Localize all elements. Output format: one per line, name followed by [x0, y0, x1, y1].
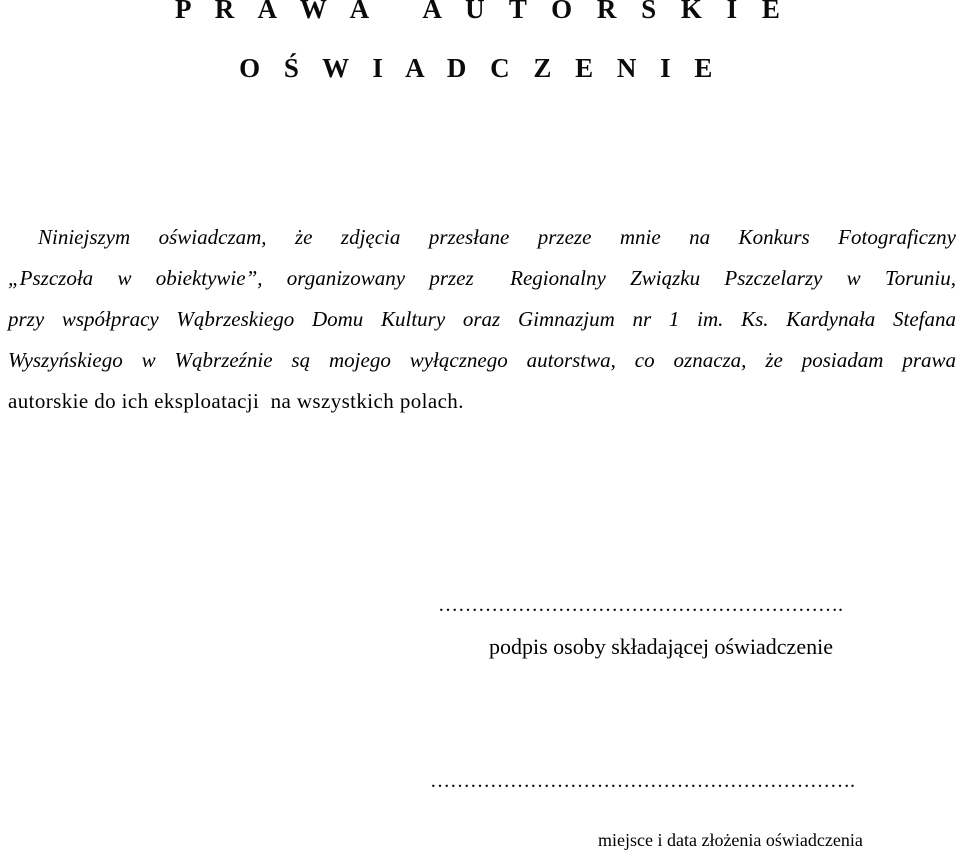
statement-paragraph	[8, 217, 956, 422]
statement-line-4: Wyszyńskiego w Wąbrzeźnie są mojego wyłącznego autorstwa, co oznacza, że posiadam prawa	[8, 348, 956, 372]
place-date-dotted-line: ……………………………………………………….	[430, 770, 855, 792]
place-date-label: miejsce i data złożenia oświadczenia	[598, 830, 863, 850]
statement-line-5: autorskie do ich eksploatacji na wszystkich polach.	[8, 389, 464, 413]
statement-line-1: Niniejszym oświadczam, że zdjęcia przesłane przeze mnie na Konkurs Fotograficzny	[38, 225, 956, 249]
title-declaration: O Ś W I A D C Z E N I E	[239, 53, 721, 83]
title-copyright: P R A W A A U T O R S K I E	[175, 0, 789, 24]
signature-dotted-line: …………………………………………………….	[438, 594, 843, 616]
statement-line-2: „Pszczoła w obiektywie”, organizowany przez Regionalny Związku Pszczelarzy w Toruniu,	[8, 266, 956, 290]
statement-line-3: przy współpracy Wąbrzeskiego Domu Kultury oraz Gimnazjum nr 1 im. Ks. Kardynała Stefana	[8, 307, 956, 331]
signature-label: podpis osoby składającej oświadczenie	[489, 634, 833, 659]
